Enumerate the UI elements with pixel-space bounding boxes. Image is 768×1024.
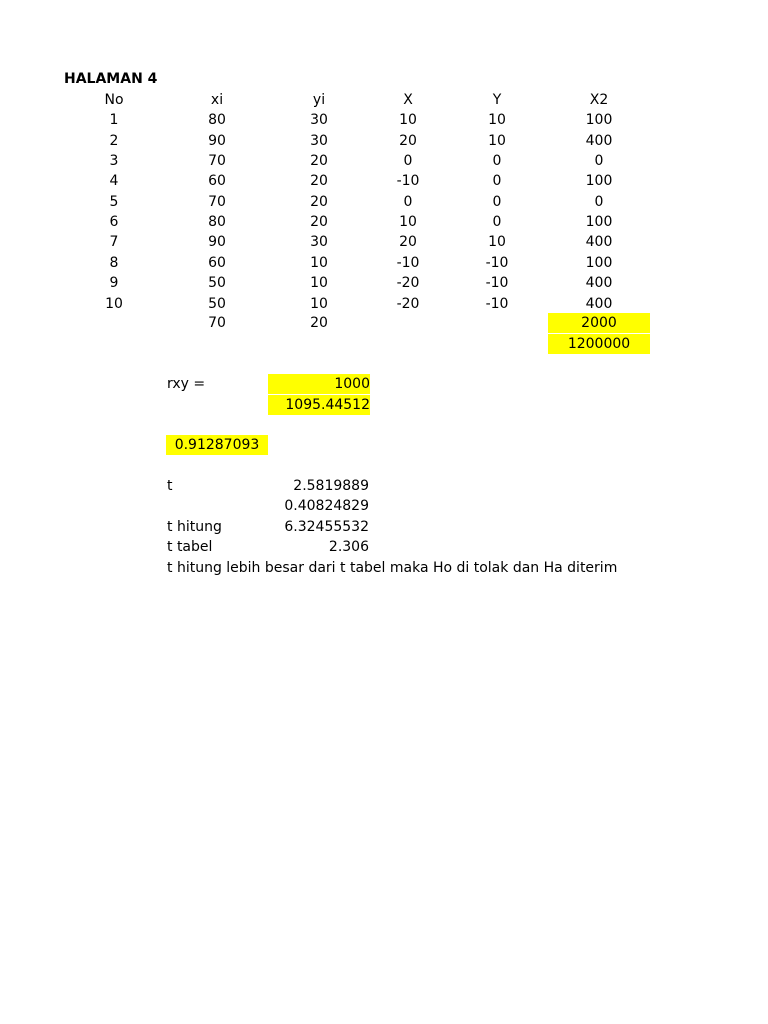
cell-x: 20	[399, 133, 417, 149]
cell-x: -10	[396, 173, 420, 189]
header-no: No	[104, 92, 124, 108]
cell-x2: 400	[585, 133, 613, 149]
cell-no: 7	[109, 234, 119, 250]
x2-product: 1200000	[548, 334, 650, 354]
rxy-label: rxy =	[167, 376, 206, 392]
rxy-result: 0.91287093	[166, 435, 268, 455]
cell-yi: 30	[310, 112, 328, 128]
cell-no: 5	[109, 194, 119, 210]
cell-yi: 10	[310, 296, 328, 312]
conclusion-text: t hitung lebih besar dari t tabel maka Ho di tolak dan Ha diterim	[167, 560, 618, 576]
cell-xi: 70	[208, 194, 226, 210]
cell-x: 10	[399, 214, 417, 230]
header-xi: xi	[210, 92, 224, 108]
cell-x: -20	[396, 275, 420, 291]
cell-y: 0	[492, 153, 502, 169]
t-hitung-label: t hitung	[167, 519, 222, 535]
cell-xi: 60	[208, 173, 226, 189]
yi-mean: 20	[310, 315, 328, 331]
rxy-numerator: 1000	[268, 374, 370, 394]
cell-x: 0	[403, 153, 413, 169]
cell-x2: 100	[585, 173, 613, 189]
cell-x: 20	[399, 234, 417, 250]
cell-y: -10	[485, 296, 509, 312]
t-numerator: 2.5819889	[293, 478, 369, 494]
cell-y: 0	[492, 214, 502, 230]
cell-x: 0	[403, 194, 413, 210]
t-tabel-label: t tabel	[167, 539, 213, 555]
cell-no: 3	[109, 153, 119, 169]
header-x: X	[403, 92, 413, 108]
cell-y: 10	[488, 133, 506, 149]
page-title: HALAMAN 4	[64, 71, 158, 87]
t-denominator: 0.40824829	[284, 498, 369, 514]
cell-xi: 60	[208, 255, 226, 271]
cell-y: -10	[485, 275, 509, 291]
t-hitung-value: 6.32455532	[284, 519, 369, 535]
xi-mean: 70	[208, 315, 226, 331]
cell-x: -20	[396, 296, 420, 312]
cell-x2: 400	[585, 234, 613, 250]
cell-xi: 90	[208, 234, 226, 250]
cell-no: 9	[109, 275, 119, 291]
cell-yi: 20	[310, 194, 328, 210]
cell-y: -10	[485, 255, 509, 271]
cell-x2: 400	[585, 275, 613, 291]
cell-yi: 20	[310, 173, 328, 189]
cell-no: 2	[109, 133, 119, 149]
cell-no: 6	[109, 214, 119, 230]
cell-x: 10	[399, 112, 417, 128]
cell-yi: 30	[310, 133, 328, 149]
cell-x2: 100	[585, 255, 613, 271]
cell-xi: 70	[208, 153, 226, 169]
header-x2: X2	[589, 92, 609, 108]
cell-x2: 100	[585, 112, 613, 128]
cell-yi: 10	[310, 275, 328, 291]
header-y: Y	[492, 92, 502, 108]
cell-no: 10	[105, 296, 123, 312]
cell-xi: 80	[208, 112, 226, 128]
cell-y: 0	[492, 194, 502, 210]
cell-xi: 50	[208, 296, 226, 312]
t-tabel-value: 2.306	[328, 539, 369, 555]
cell-y: 10	[488, 112, 506, 128]
rxy-denominator: 1095.44512	[268, 395, 370, 415]
cell-no: 4	[109, 173, 119, 189]
cell-x2: 400	[585, 296, 613, 312]
cell-x2: 0	[594, 194, 604, 210]
cell-xi: 90	[208, 133, 226, 149]
cell-xi: 50	[208, 275, 226, 291]
cell-xi: 80	[208, 214, 226, 230]
header-yi: yi	[312, 92, 326, 108]
cell-x2: 100	[585, 214, 613, 230]
t-label: t	[167, 478, 173, 494]
cell-x: -10	[396, 255, 420, 271]
cell-y: 10	[488, 234, 506, 250]
cell-yi: 20	[310, 153, 328, 169]
cell-x2: 0	[594, 153, 604, 169]
cell-yi: 30	[310, 234, 328, 250]
cell-y: 0	[492, 173, 502, 189]
cell-no: 8	[109, 255, 119, 271]
cell-no: 1	[109, 112, 119, 128]
cell-yi: 10	[310, 255, 328, 271]
x2-sum: 2000	[548, 313, 650, 333]
cell-yi: 20	[310, 214, 328, 230]
